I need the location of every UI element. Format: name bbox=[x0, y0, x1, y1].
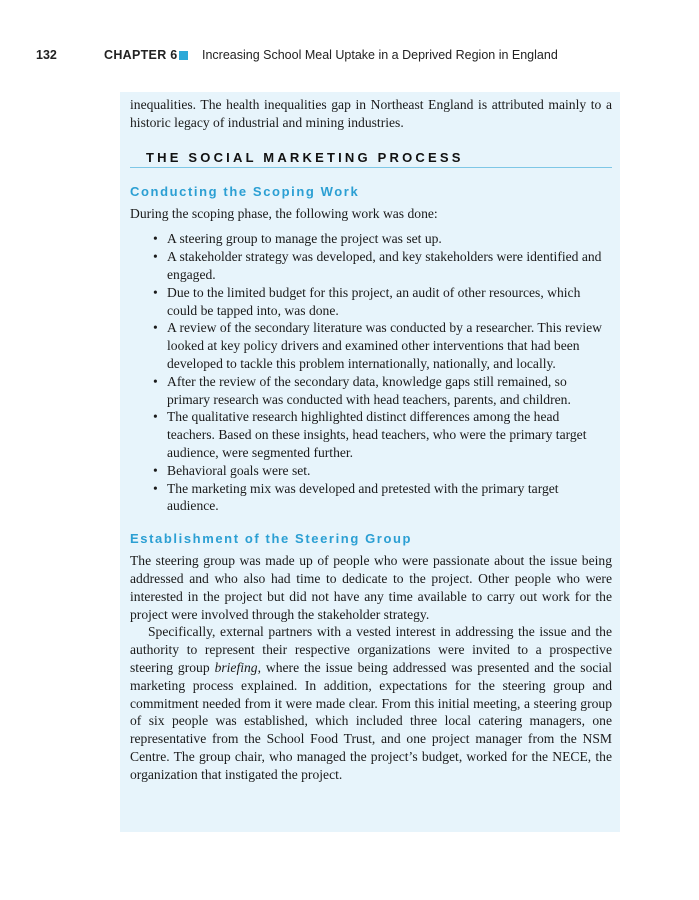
square-bullet-icon bbox=[179, 51, 188, 60]
emphasis-briefing: briefing bbox=[214, 659, 258, 675]
list-item: • A review of the secondary literature was conducted by a researcher. This review looked at key policy drivers and examined other interventions that had been developed to tackle this problem internationally, nationally, and locally. bbox=[153, 320, 602, 371]
chapter-label: CHAPTER 6 bbox=[104, 48, 178, 62]
section-title: THE SOCIAL MARKETING PROCESS bbox=[130, 150, 612, 168]
bullet-icon: • bbox=[153, 480, 158, 496]
bullet-icon: • bbox=[153, 249, 158, 265]
running-header bbox=[36, 48, 656, 68]
page-body bbox=[130, 96, 612, 784]
scoping-bullet-list bbox=[130, 230, 612, 515]
chapter-title: Increasing School Meal Uptake in a Deprived Region in England bbox=[202, 48, 558, 62]
list-item: • A stakeholder strategy was developed, and key stakeholders were identified and engaged. bbox=[153, 249, 602, 282]
list-item: • Due to the limited budget for this project, an audit of other resources, which could be tapped into, was done. bbox=[153, 284, 581, 318]
steering-paragraph-1: The steering group was made up of people who were passionate about the issue being addressed and who also had time to dedicate to the project. Other people who were interested in the project but did not have any time available to carry out work for the project were involved through the stakeholder strategy. bbox=[130, 553, 612, 622]
bullet-icon: • bbox=[153, 409, 158, 425]
list-item: • After the review of the secondary data, knowledge gaps still remained, so primary research was conducted with head teachers, parents, and children. bbox=[153, 373, 571, 407]
list-item: • Behavioral goals were set. bbox=[153, 462, 311, 478]
steering-heading: Establishment of the Steering Group bbox=[130, 531, 413, 547]
bullet-icon: • bbox=[153, 462, 158, 478]
scoping-lead: During the scoping phase, the following work was done: bbox=[130, 205, 438, 221]
bullet-icon: • bbox=[153, 231, 158, 247]
list-item: • The qualitative research highlighted distinct differences among the head teachers. Based on these insights, head teachers, who were the primary target audience, were segmented further. bbox=[153, 409, 587, 460]
steering-paragraph-2: Specifically, external partners with a vested interest in addressing the issue and the authority to represent their respective organizations were invited to a prospective steering group briefing, where the issue being addressed was presented and the social marketing process explained. In addition, expectations for the steering group and commitment needed from it were made clear. From this initial meeting, a steering group of six people was established, which included three local catering managers, one representative from the School Food Trust, and one project manager from the NSM Centre. The group chair, who managed the project’s budget, worked for the NECE, the organization that instigated the project. bbox=[130, 624, 613, 782]
bullet-icon: • bbox=[153, 284, 158, 300]
list-item: • A steering group to manage the project was set up. bbox=[153, 231, 442, 247]
intro-paragraph: inequalities. The health inequalities gap in Northeast England is attributed mainly to a historic legacy of industrial and mining industries. bbox=[130, 97, 612, 130]
bullet-icon: • bbox=[153, 320, 158, 336]
bullet-icon: • bbox=[153, 373, 158, 389]
page-number: 132 bbox=[36, 48, 57, 62]
scoping-heading: Conducting the Scoping Work bbox=[130, 183, 360, 199]
list-item: • The marketing mix was developed and pretested with the primary target audience. bbox=[153, 480, 559, 514]
